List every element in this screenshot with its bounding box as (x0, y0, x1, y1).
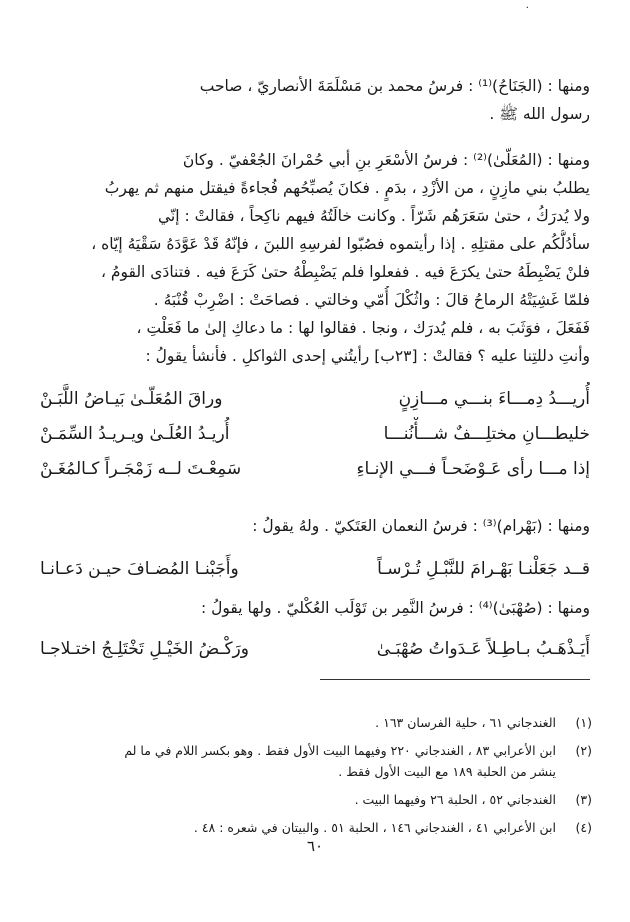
text-line: فلمّا غَشِيَتْهُ الرماحُ قالَ : واثُكْلَ أُمّي وخالتي . فصاحَتْ : اضْرِبْ قُنْبَهُ . (153, 291, 590, 309)
hemistich-second: ورَكْـضُ الخَيْـلِ تَخْتَلِـجُ اختـلاجـا (40, 639, 249, 659)
hemistich-second: سَمِعْـتَ لــه زَمْجَـراً كـالمُغَـنْ (40, 459, 242, 479)
hemistich-first: أَيَـذْهَـبُ بـاطِـلاً عَـدَواتُ صُهْبَـىٰ (376, 639, 590, 659)
hemistich-first: قــد جَعَلْنـا بَهْـرامَ للنَّبْـلِ تُـرْسـاً (377, 559, 590, 579)
footnote-number: (٣) (575, 792, 592, 807)
text-line: ومنها : (صُهْبَىٰ)⁽⁴⁾ : فرسُ النَّمِر بن تَوْلَب العُكْليّ . ولها يقولُ : (201, 599, 590, 617)
text-line: يطلبُ بني مازِنٍ ، من الأزْدِ ، بدَمٍ . فكانَ يُصبِّحُهم فُجاءةً فيقتل منهم ثم يهربُ (104, 179, 590, 197)
text-line: ومنها : (الجَنَاحُ)⁽¹⁾ : فرسُ محمد بن مَسْلَمَةَ الأنصاريّ ، صاحب (199, 77, 590, 95)
hemistich-first: أُريـــدُ دِمـــاءَ بنـــي مـــازِنٍ (398, 389, 590, 409)
verse-line (40, 632, 590, 667)
footnote-number: (١) (575, 715, 592, 730)
text-line: ومنها : (المُعَلّىٰ)⁽²⁾ : فرسُ الأسْعَرِ بنِ أبي حُمْرانَ الجُعْفيّ . وكانَ (182, 151, 590, 169)
hemistich-second: وأَجَبْنـا المُضـافَ حيـن دَعـانـا (40, 559, 239, 579)
footnote-divider (320, 679, 590, 680)
footnote-text: ينشر من الحلبة ١٨٩ مع البيت الأول فقط . (338, 764, 556, 779)
paragraph-suhba (40, 594, 590, 622)
verse-line (40, 552, 590, 587)
hemistich-second: وراقَ المُعَلّـىٰ بَيـاضُ اللَّبَـنْ (40, 389, 223, 409)
footnote (32, 817, 592, 838)
footnote-text: ابن الأعرابي ٤١ ، الغندجاني ١٤٦ ، الحلبة ٥١ . والبيتان في شعره : ٤٨ . (193, 820, 556, 835)
paragraph-bahram (40, 512, 590, 540)
footnotes (32, 712, 592, 845)
text-line: فَفَعَلَ ، فوَثَبَ به ، فلم يُدرَك ، ونجا . فقالوا لها : ما دعاكِ إلىٰ ما فَعَلْتِ ، (136, 319, 590, 337)
verse-line (40, 452, 590, 487)
text-line: فلنْ يَضْبِطَهُ حتىٰ يكرَعَ فيه . ففعلوا فلم يَضْبِطْهُ حتىٰ كَرَعَ فيه . فتنادَى القومُ ، (100, 263, 590, 281)
footnote-text: الغندجاني ٥٢ ، الحلبة ٢٦ وفيهما البيت . (354, 792, 556, 807)
footnote-number: (٤) (575, 820, 592, 835)
footnote (32, 712, 592, 733)
footnote-number: (٢) (575, 743, 592, 758)
footnote (32, 740, 592, 782)
text-line: سأدُلُّكُم على مقتلِهِ . إذا رأيتموه فصُبّوا لفرسِهِ اللبنَ ، فإنّهُ قَدْ عَوَّدَهُ سَقْيَهُ إيّاه ، (91, 235, 590, 253)
corner-mark: ٠ (524, 2, 530, 13)
poem-bahram (40, 552, 590, 587)
page-number: ٦٠ (306, 837, 324, 855)
footnote-text: ابن الأعرابي ٨٣ ، الغندجاني ٢٢٠ وفيهما البيت الأول فقط . وهو بكسر اللام في ما لم (124, 743, 556, 758)
text-line: وأنتِ دللتِنا عليه ؟ فقالتْ : [٢٣ب] رأيتُني إحدى الثواكلِ . فأنشأ يقولُ : (145, 347, 590, 365)
footnote-text: الغندجاني ٦١ ، حلية الفرسان ١٦٣ . (375, 715, 556, 730)
text-line: ومنها : (بَهْرام)⁽³⁾ : فرسُ النعمان العَتَكيّ . ولهُ يقولُ : (252, 517, 590, 535)
hemistich-first: خليطـــانِ مختلِـــفٌ شـــأْنُنـــا (383, 424, 590, 444)
verse-line (40, 417, 590, 452)
verse-line (40, 382, 590, 417)
text-line: رسول الله ﷺ . (489, 105, 590, 123)
hemistich-second: أُريـدُ العُلَـىٰ ويـريـدُ السِّمَـنْ (40, 424, 230, 444)
poem-suhba (40, 632, 590, 667)
hemistich-first: إذا مـــا رأى عَـوْضَحـاً فـــي الإنـاءِ (356, 459, 590, 479)
paragraph-janah (40, 72, 590, 128)
footnote (32, 789, 592, 810)
poem-muʿalla (40, 382, 590, 487)
paragraph-muʿalla (40, 146, 590, 370)
text-line: ولا يُدرَكُ ، حتىٰ سَعَرَهُم شَرّاً . وكانت خالَتُهُ فيهم ناكِحاً ، فقالتْ : إنّي (158, 207, 590, 225)
